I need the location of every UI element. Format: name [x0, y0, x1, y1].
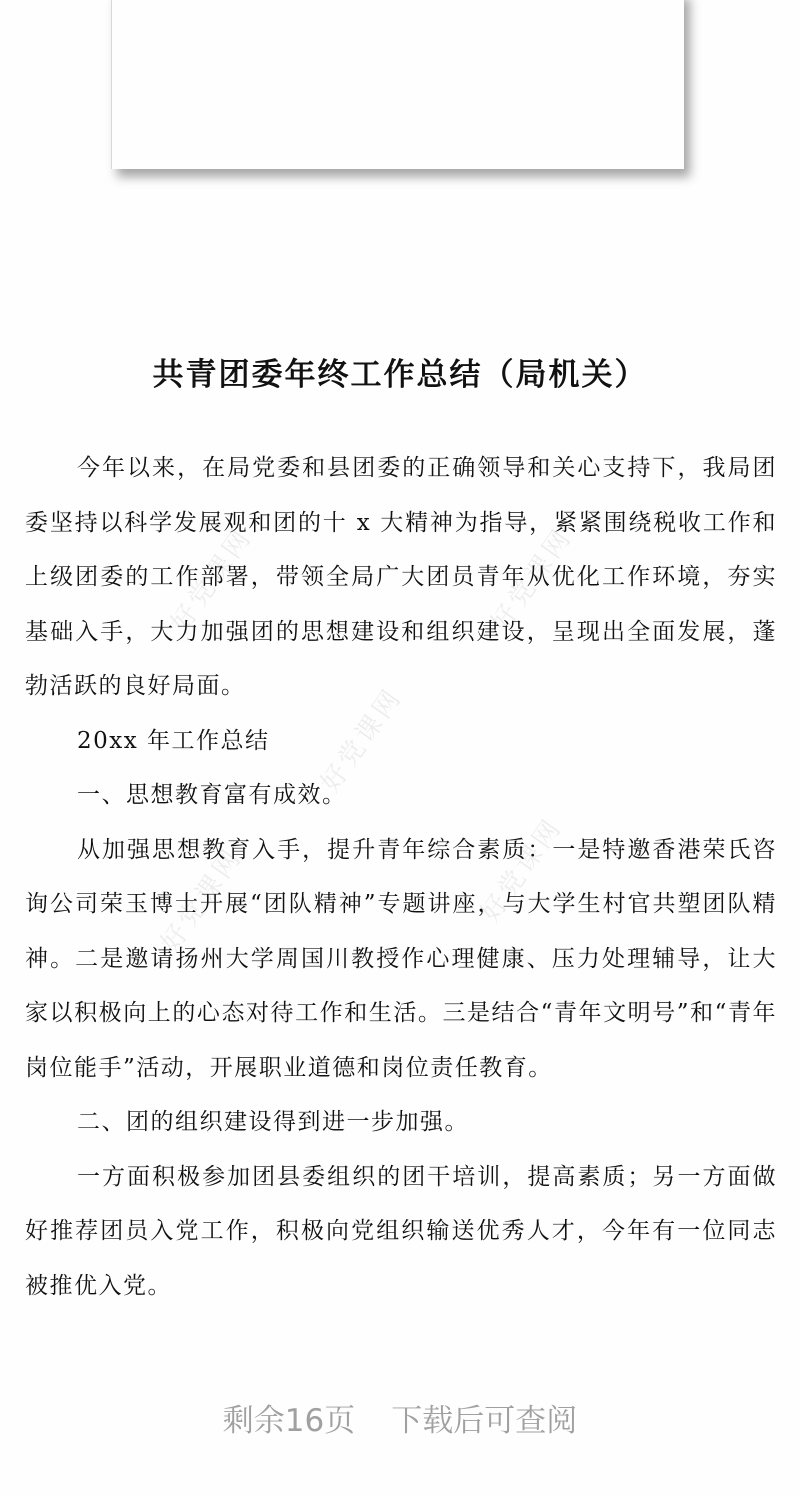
document-title: 共青团委年终工作总结（局机关） [152, 356, 648, 393]
watermark: 好党课网 [315, 682, 409, 798]
section-2-paragraph: 一方面积极参加团县委组织的团干培训，提高素质；另一方面做好推荐团员入党工作，积极向党组织输送优秀人才，今年有一位同志被推优入党。 [25, 1163, 777, 1299]
intro-paragraph: 今年以来，在局党委和县团委的正确领导和关心支持下，我局团委坚持以科学发展观和团的十 x 大精神为指导，紧紧围绕税收工作和上级团委的工作部署，带领全局广大团员青年从优化工作环境，夯实基础入手，大力加强团的思想建设和组织建设，呈现出全面发展，蓬勃活跃的良好局面。 [25, 455, 777, 699]
document-body [25, 441, 777, 1313]
watermark: 好党课网 [165, 522, 259, 638]
download-to-read-more-button[interactable] [0, 1395, 800, 1440]
previous-page-preview [111, 0, 684, 169]
remaining-pages-label: 剩余16页 [222, 1403, 356, 1439]
section-1-paragraph: 从加强思想教育入手，提升青年综合素质：一是特邀香港荣氏咨询公司荣玉博士开展“团队精神”专题讲座，与大学生村官共塑团队精神。二是邀请扬州大学周国川教授作心理健康、压力处理辅导，让大家以积极向上的心态对待工作和生活。三是结合“青年文明号”和“青年岗位能手”活动，开展职业道德和岗位责任教育。 [25, 836, 777, 1081]
watermark: 好党课网 [155, 842, 249, 958]
download-hint-label: 下载后可查阅 [391, 1403, 578, 1439]
section-heading-2: 二、团的组织建设得到进一步加强。 [77, 1109, 469, 1135]
section-heading-1: 一、思想教育富有成效。 [77, 782, 347, 808]
watermark: 好党课网 [485, 522, 579, 638]
watermark: 好党课网 [475, 812, 569, 928]
section-heading-summary: 20xx 年工作总结 [77, 727, 270, 754]
